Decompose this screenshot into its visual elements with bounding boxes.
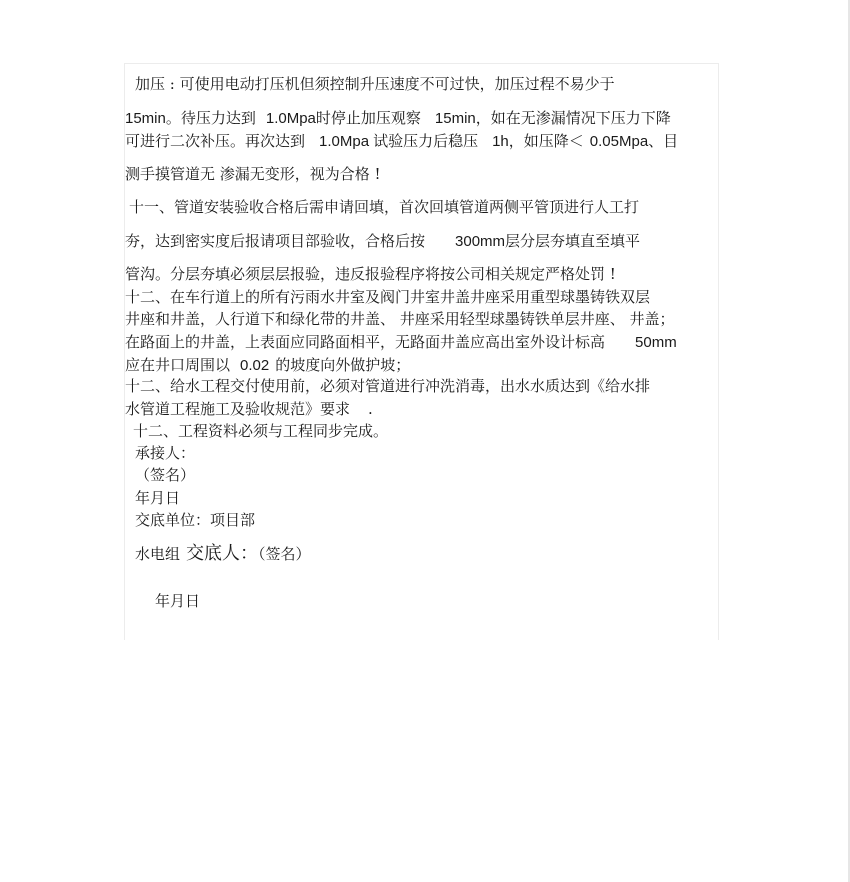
text-line-section-twelve-a	[125, 287, 650, 307]
text-segment: 、目	[648, 132, 679, 150]
text-segment: 管沟。分层夯填必须层层报验，违反报验程序将按公司相关规定严格处罚 !	[125, 265, 616, 283]
text-line-manhole-covers	[125, 309, 675, 329]
text-line-date	[135, 488, 180, 508]
text-segment: .	[368, 400, 373, 418]
text-line-slope	[125, 355, 410, 376]
text-segment: 十一、管道安装验收合格后需申请回填，首次回填管道两侧平管顶进行人工打	[129, 198, 640, 216]
text-line-water-supply	[125, 376, 650, 396]
text-line-qualified	[125, 164, 381, 184]
text-segment: 测手摸管道无 渗漏无变形，视为合格 !	[125, 165, 381, 183]
text-line-handover-person	[135, 544, 311, 564]
text-line-section-eleven	[129, 197, 639, 217]
text-segment: 1.0Mpa	[319, 133, 370, 150]
text-segment: （签名）	[135, 466, 196, 484]
text-segment: 交底人：	[186, 543, 259, 564]
document-page	[124, 63, 719, 640]
text-segment: 十二、在车行道上的所有污雨水井室及阀门井室井盖井座采用重型球墨铸铁双层	[125, 288, 651, 306]
text-segment: 水电组	[135, 545, 181, 563]
text-segment: ，如在无渗漏情况下压力下降	[475, 109, 671, 127]
text-segment: 1.0Mpa	[265, 110, 316, 127]
text-line-records	[133, 421, 388, 441]
text-line-pressurize	[135, 74, 615, 94]
text-line-inspection	[125, 264, 616, 284]
text-segment: 在路面上的井盖，上表面应同路面相平，无路面井盖应高出室外设计标高	[125, 333, 606, 351]
text-line-receiver	[135, 443, 195, 463]
text-segment: 15min	[434, 110, 476, 127]
text-segment: 试验压力后稳压	[373, 132, 479, 150]
text-line-hold-pressure	[125, 108, 671, 129]
text-segment: 加压 : 可使用电动打压机但须控制升压速度不可过快，加压过程不易少于	[135, 75, 615, 93]
text-segment: 年月日	[135, 489, 181, 507]
text-segment: 年月日	[155, 592, 201, 610]
text-segment: ，如压降＜	[508, 132, 584, 150]
text-segment: 可进行二次补压。再次达到	[125, 132, 306, 150]
text-line-handover-unit	[135, 510, 255, 530]
text-segment: 十二、工程资料必须与工程同步完成。	[133, 422, 389, 440]
text-segment: 时停止加压观察	[315, 109, 421, 127]
text-segment: 水管道工程施工及验收规范》要求	[125, 400, 351, 418]
text-line-second-pressure	[125, 131, 678, 152]
text-segment: 应在井口周围以	[125, 356, 231, 374]
text-segment: 的坡度向外做护坡；	[275, 356, 411, 374]
text-segment: 0.02	[240, 357, 270, 374]
text-line-date-final	[155, 591, 200, 611]
text-segment: 50mm	[635, 334, 677, 351]
text-segment: 承接人：	[135, 444, 196, 462]
text-segment: 夯，达到密实度后报请项目部验收，合格后按	[125, 232, 426, 250]
text-line-road-surface	[125, 332, 677, 353]
text-segment: 层分层夯填直至填平	[505, 232, 641, 250]
text-line-specification	[125, 399, 373, 419]
text-segment: 十二、给水工程交付使用前，必须对管道进行冲洗消毒，出水水质达到《给水排	[125, 377, 651, 395]
text-line-tamping	[125, 231, 640, 252]
text-segment: （签名）	[258, 545, 311, 563]
text-segment: 0.05Mpa	[589, 133, 649, 150]
text-segment: 300mm	[455, 233, 506, 250]
text-segment: 15min。待压力达到	[125, 110, 256, 127]
text-segment: 井座和井盖，人行道下和绿化带的井盖、 井座采用轻型球墨铸铁单层井座、 井盖；	[125, 310, 675, 328]
text-line-signature	[135, 465, 195, 485]
text-segment: 交底单位：项目部	[135, 511, 256, 529]
text-segment: 1h	[492, 133, 509, 150]
